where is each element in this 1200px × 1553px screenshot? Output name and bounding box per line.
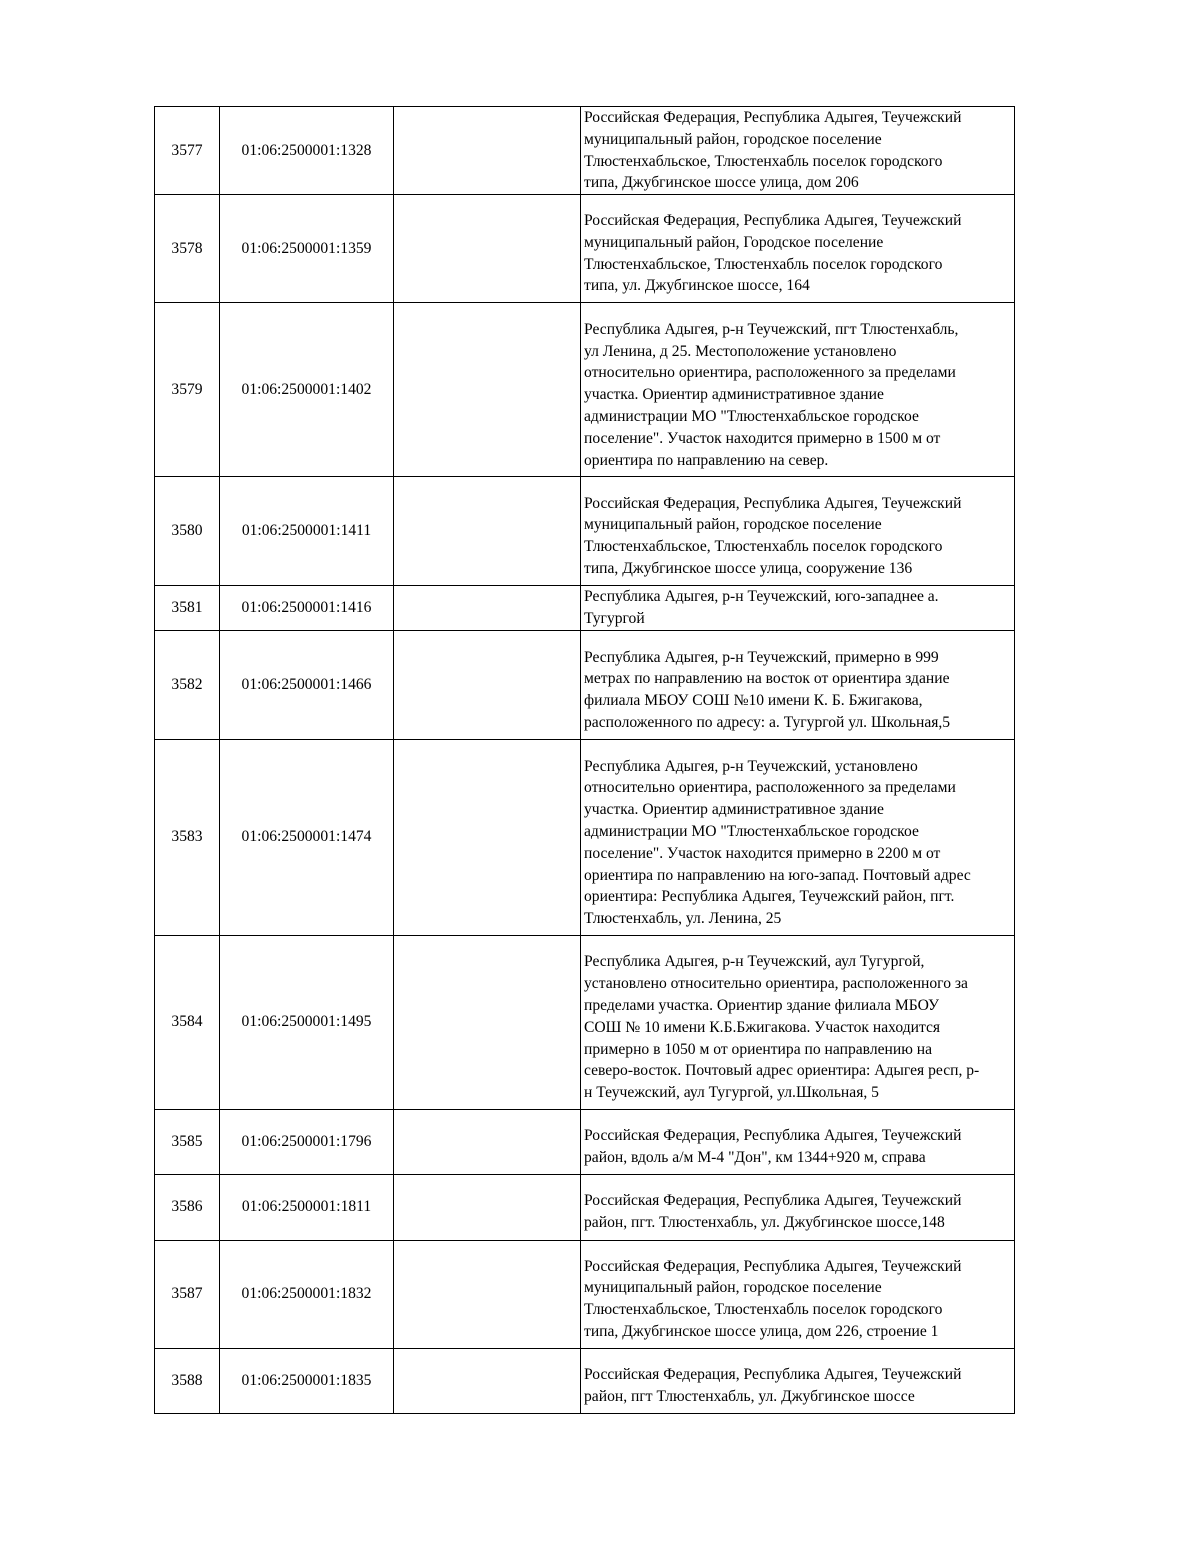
cadastral-number-cell: 01:06:2500001:1402 (220, 303, 394, 477)
table-row (155, 477, 1015, 586)
empty-cell (394, 1174, 581, 1240)
address-cell: Российская Федерация, Республика Адыгея, Теучежский муниципальный район, городское поселение Тлюстенхабльское, Тлюстенхабль поселок городского типа, Джубгинское шоссе улица, сооружение 136 (581, 477, 1015, 586)
empty-cell (394, 935, 581, 1109)
empty-cell (394, 630, 581, 739)
address-cell: Республика Адыгея, р-н Теучежский, пгт Тлюстенхабль, ул Ленина, д 25. Местоположение установлено относительно ориентира, расположенного за пределами участка. Ориентир административное здание администрации МО "Тлюстенхабльское городское поселение". Участок находится примерно в 1500 м от ориентира по направлению на север. (581, 303, 1015, 477)
address-cell: Республика Адыгея, р-н Теучежский, установлено относительно ориентира, расположенного за пределами участка. Ориентир административное здание администрации МО "Тлюстенхабльское городское поселение". Участок находится примерно в 2200 м от ориентира по направлению на юго-запад. Почтовый адрес ориентира: Республика Адыгея, Теучежский район, пгт. Тлюстенхабль, ул. Ленина, 25 (581, 739, 1015, 935)
table-row (155, 630, 1015, 739)
address-cell: Российская Федерация, Республика Адыгея, Теучежский район, пгт Тлюстенхабль, ул. Джубгинское шоссе (581, 1348, 1015, 1413)
table-row (155, 586, 1015, 631)
address-cell: Республика Адыгея, р-н Теучежский, аул Тугургой, установлено относительно ориентира, расположенного за пределами участка. Ориентир здание филиала МБОУ СОШ № 10 имени К.Б.Бжигакова. Участок находится примерно в 1050 м от ориентира по направлению на северо-восток. Почтовый адрес ориентира: Адыгея респ, р- н Теучежский, аул Тугургой, ул.Школьная, 5 (581, 935, 1015, 1109)
empty-cell (394, 1109, 581, 1174)
address-cell: Российская Федерация, Республика Адыгея, Теучежский район, пгт. Тлюстенхабль, ул. Джубгинское шоссе,148 (581, 1174, 1015, 1240)
empty-cell (394, 1348, 581, 1413)
row-number-cell: 3583 (155, 739, 220, 935)
cadastral-number-cell: 01:06:2500001:1416 (220, 586, 394, 631)
cadastral-number-cell: 01:06:2500001:1811 (220, 1174, 394, 1240)
cadastral-number-cell: 01:06:2500001:1796 (220, 1109, 394, 1174)
table-row (155, 107, 1015, 195)
row-number-cell: 3578 (155, 195, 220, 303)
table-row (155, 303, 1015, 477)
cadastral-number-cell: 01:06:2500001:1832 (220, 1240, 394, 1348)
empty-cell (394, 477, 581, 586)
row-number-cell: 3579 (155, 303, 220, 477)
cadastral-number-cell: 01:06:2500001:1411 (220, 477, 394, 586)
table-row (155, 195, 1015, 303)
row-number-cell: 3588 (155, 1348, 220, 1413)
table-row (155, 739, 1015, 935)
empty-cell (394, 739, 581, 935)
row-number-cell: 3584 (155, 935, 220, 1109)
row-number-cell: 3581 (155, 586, 220, 631)
row-number-cell: 3587 (155, 1240, 220, 1348)
address-cell: Российская Федерация, Республика Адыгея, Теучежский муниципальный район, городское поселение Тлюстенхабльское, Тлюстенхабль поселок городского типа, Джубгинское шоссе улица, дом 226, строение 1 (581, 1240, 1015, 1348)
empty-cell (394, 303, 581, 477)
address-cell: Республика Адыгея, р-н Теучежский, примерно в 999 метрах по направлению на восток от ориентира здание филиала МБОУ СОШ №10 имени К. Б. Бжигакова, расположенного по адресу: а. Тугургой ул. Школьная,5 (581, 630, 1015, 739)
address-cell: Республика Адыгея, р-н Теучежский, юго-западнее а. Тугургой (581, 586, 1015, 631)
row-number-cell: 3585 (155, 1109, 220, 1174)
empty-cell (394, 586, 581, 631)
address-cell: Российская Федерация, Республика Адыгея, Теучежский район, вдоль а/м М-4 "Дон", км 1344+920 м, справа (581, 1109, 1015, 1174)
row-number-cell: 3586 (155, 1174, 220, 1240)
table-row (155, 1174, 1015, 1240)
row-number-cell: 3577 (155, 107, 220, 195)
cadastral-number-cell: 01:06:2500001:1466 (220, 630, 394, 739)
empty-cell (394, 1240, 581, 1348)
cadastral-number-cell: 01:06:2500001:1835 (220, 1348, 394, 1413)
empty-cell (394, 107, 581, 195)
cadastral-number-cell: 01:06:2500001:1359 (220, 195, 394, 303)
row-number-cell: 3580 (155, 477, 220, 586)
table-row (155, 1109, 1015, 1174)
address-cell: Российская Федерация, Республика Адыгея, Теучежский муниципальный район, городское поселение Тлюстенхабльское, Тлюстенхабль поселок городского типа, Джубгинское шоссе улица, дом 206 (581, 107, 1015, 195)
cadastral-number-cell: 01:06:2500001:1495 (220, 935, 394, 1109)
table-row (155, 935, 1015, 1109)
row-number-cell: 3582 (155, 630, 220, 739)
cadastral-number-cell: 01:06:2500001:1474 (220, 739, 394, 935)
empty-cell (394, 195, 581, 303)
address-cell: Российская Федерация, Республика Адыгея, Теучежский муниципальный район, Городское поселение Тлюстенхабльское, Тлюстенхабль поселок городского типа, ул. Джубгинское шоссе, 164 (581, 195, 1015, 303)
cadastral-number-cell: 01:06:2500001:1328 (220, 107, 394, 195)
land-plot-registry-table (154, 106, 1015, 1414)
table-row (155, 1240, 1015, 1348)
table-row (155, 1348, 1015, 1413)
